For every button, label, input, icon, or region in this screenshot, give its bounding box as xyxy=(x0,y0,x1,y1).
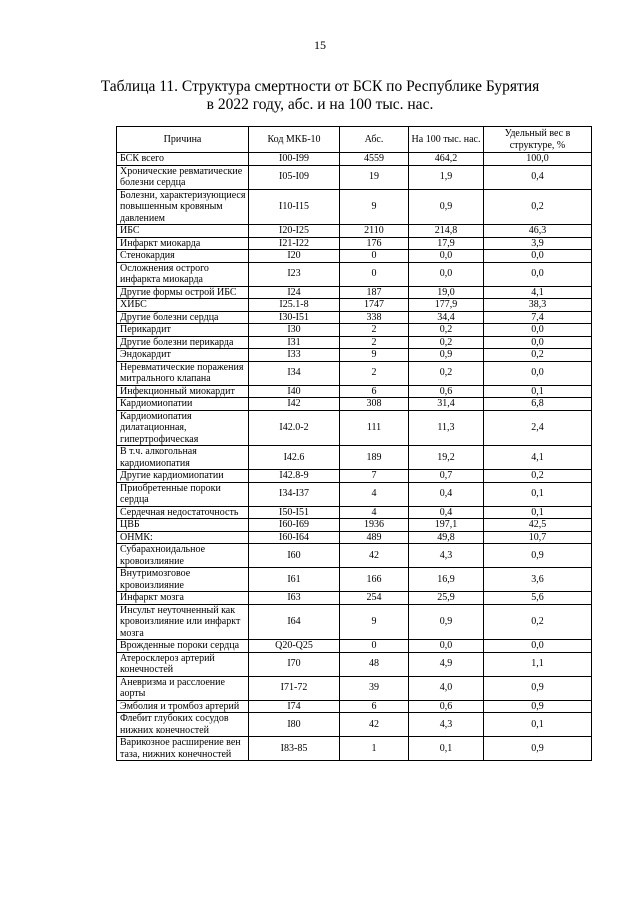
table-row xyxy=(117,324,592,337)
cell-cause: Хронические ревматические болезни сердца xyxy=(117,165,249,189)
cell-absolute: 489 xyxy=(340,531,409,544)
cell-absolute: 0 xyxy=(340,640,409,653)
table-row xyxy=(117,262,592,286)
cell-icd-code: I42 xyxy=(249,398,340,411)
table-row xyxy=(117,568,592,592)
cell-cause: Другие формы острой ИБС xyxy=(117,286,249,299)
cell-absolute: 2 xyxy=(340,336,409,349)
cell-absolute: 1936 xyxy=(340,519,409,532)
cell-absolute: 9 xyxy=(340,189,409,225)
table-row xyxy=(117,676,592,700)
cell-icd-code: I42.6 xyxy=(249,446,340,470)
cell-share-percent: 0,0 xyxy=(484,361,592,385)
cell-absolute: 9 xyxy=(340,349,409,362)
cell-absolute: 187 xyxy=(340,286,409,299)
cell-share-percent: 10,7 xyxy=(484,531,592,544)
cell-absolute: 2110 xyxy=(340,225,409,238)
cell-absolute: 9 xyxy=(340,604,409,640)
cell-absolute: 166 xyxy=(340,568,409,592)
table-row xyxy=(117,482,592,506)
cell-icd-code: I10-I15 xyxy=(249,189,340,225)
cell-per-100k: 16,9 xyxy=(409,568,484,592)
cell-per-100k: 0,0 xyxy=(409,640,484,653)
cell-icd-code: I20 xyxy=(249,250,340,263)
cell-cause: Инфаркт миокарда xyxy=(117,237,249,250)
cell-absolute: 1747 xyxy=(340,299,409,312)
cell-absolute: 308 xyxy=(340,398,409,411)
cell-per-100k: 11,3 xyxy=(409,410,484,446)
cell-cause: В т.ч. алкогольная кардиомиопатия xyxy=(117,446,249,470)
cell-cause: Инсульт неуточненный как кровоизлияние или инфаркт мозга xyxy=(117,604,249,640)
table-row xyxy=(117,311,592,324)
cell-share-percent: 0,1 xyxy=(484,385,592,398)
cell-absolute: 0 xyxy=(340,250,409,263)
cell-cause: ИБС xyxy=(117,225,249,238)
cell-per-100k: 4,0 xyxy=(409,676,484,700)
table-row xyxy=(117,361,592,385)
cell-absolute: 176 xyxy=(340,237,409,250)
cell-absolute: 19 xyxy=(340,165,409,189)
cell-per-100k: 0,1 xyxy=(409,737,484,761)
header-icd-code: Код МКБ-10 xyxy=(249,127,340,153)
table-row xyxy=(117,165,592,189)
cell-cause: Аневризма и расслоение аорты xyxy=(117,676,249,700)
cell-share-percent: 0,1 xyxy=(484,482,592,506)
cell-cause: Приобретенные пороки сердца xyxy=(117,482,249,506)
cell-cause: Эндокардит xyxy=(117,349,249,362)
cell-icd-code: I70 xyxy=(249,652,340,676)
cell-per-100k: 49,8 xyxy=(409,531,484,544)
cell-absolute: 7 xyxy=(340,470,409,483)
cell-share-percent: 0,9 xyxy=(484,737,592,761)
table-row xyxy=(117,225,592,238)
table-row xyxy=(117,713,592,737)
cell-cause: Инфаркт мозга xyxy=(117,592,249,605)
cell-per-100k: 1,9 xyxy=(409,165,484,189)
table-row xyxy=(117,153,592,166)
cell-share-percent: 0,0 xyxy=(484,262,592,286)
cell-per-100k: 0,9 xyxy=(409,604,484,640)
cell-share-percent: 4,1 xyxy=(484,286,592,299)
cell-cause: Другие болезни сердца xyxy=(117,311,249,324)
cell-icd-code: I63 xyxy=(249,592,340,605)
cell-icd-code: I00-I99 xyxy=(249,153,340,166)
cell-cause: БСК всего xyxy=(117,153,249,166)
cell-cause: Врожденные пороки сердца xyxy=(117,640,249,653)
cell-share-percent: 38,3 xyxy=(484,299,592,312)
cell-icd-code: I30 xyxy=(249,324,340,337)
cell-cause: Перикардит xyxy=(117,324,249,337)
cell-per-100k: 0,7 xyxy=(409,470,484,483)
cell-share-percent: 0,9 xyxy=(484,676,592,700)
cell-cause: Атеросклероз артерий конечностей xyxy=(117,652,249,676)
cell-per-100k: 4,3 xyxy=(409,713,484,737)
cell-icd-code: I42.0-2 xyxy=(249,410,340,446)
cell-icd-code: I24 xyxy=(249,286,340,299)
cell-per-100k: 19,2 xyxy=(409,446,484,470)
cell-absolute: 48 xyxy=(340,652,409,676)
cell-per-100k: 0,6 xyxy=(409,700,484,713)
table-row xyxy=(117,737,592,761)
cell-share-percent: 0,0 xyxy=(484,250,592,263)
table-row xyxy=(117,189,592,225)
cell-per-100k: 0,4 xyxy=(409,482,484,506)
cell-icd-code: I20-I25 xyxy=(249,225,340,238)
cell-share-percent: 5,6 xyxy=(484,592,592,605)
cell-icd-code: I25.1-8 xyxy=(249,299,340,312)
cell-icd-code: I23 xyxy=(249,262,340,286)
cell-cause: Осложнения острого инфаркта миокарда xyxy=(117,262,249,286)
cell-per-100k: 0,2 xyxy=(409,361,484,385)
table-row xyxy=(117,604,592,640)
table-header-row xyxy=(117,127,592,153)
table-row xyxy=(117,299,592,312)
table-row xyxy=(117,519,592,532)
cell-share-percent: 4,1 xyxy=(484,446,592,470)
table-row xyxy=(117,544,592,568)
cell-share-percent: 0,2 xyxy=(484,189,592,225)
cell-per-100k: 4,9 xyxy=(409,652,484,676)
cell-icd-code: Q20-Q25 xyxy=(249,640,340,653)
cell-cause: Болезни, характеризующиеся повышенным кровяным давлением xyxy=(117,189,249,225)
cell-icd-code: I80 xyxy=(249,713,340,737)
cell-per-100k: 0,9 xyxy=(409,349,484,362)
mortality-structure-table xyxy=(116,126,592,761)
cell-per-100k: 0,0 xyxy=(409,262,484,286)
table-row xyxy=(117,640,592,653)
cell-absolute: 4 xyxy=(340,506,409,519)
cell-per-100k: 0,2 xyxy=(409,324,484,337)
header-per-100k: На 100 тыс. нас. xyxy=(409,127,484,153)
table-row xyxy=(117,237,592,250)
cell-per-100k: 197,1 xyxy=(409,519,484,532)
cell-share-percent: 0,0 xyxy=(484,336,592,349)
cell-cause: Неревматические поражения митрального клапана xyxy=(117,361,249,385)
table-row xyxy=(117,410,592,446)
cell-per-100k: 31,4 xyxy=(409,398,484,411)
header-cause: Причина xyxy=(117,127,249,153)
cell-share-percent: 0,2 xyxy=(484,349,592,362)
cell-absolute: 111 xyxy=(340,410,409,446)
cell-icd-code: I74 xyxy=(249,700,340,713)
table-body xyxy=(117,153,592,761)
cell-share-percent: 0,1 xyxy=(484,713,592,737)
cell-icd-code: I30-I51 xyxy=(249,311,340,324)
cell-cause: Кардиомиопатия дилатационная, гипертрофическая xyxy=(117,410,249,446)
table-row xyxy=(117,250,592,263)
cell-icd-code: I05-I09 xyxy=(249,165,340,189)
cell-icd-code: I34-I37 xyxy=(249,482,340,506)
cell-icd-code: I60 xyxy=(249,544,340,568)
cell-icd-code: I40 xyxy=(249,385,340,398)
cell-absolute: 42 xyxy=(340,544,409,568)
cell-cause: ЦВБ xyxy=(117,519,249,532)
cell-per-100k: 0,9 xyxy=(409,189,484,225)
cell-absolute: 4 xyxy=(340,482,409,506)
cell-absolute: 2 xyxy=(340,324,409,337)
cell-share-percent: 0,0 xyxy=(484,324,592,337)
cell-absolute: 1 xyxy=(340,737,409,761)
cell-cause: Кардиомиопатии xyxy=(117,398,249,411)
cell-share-percent: 2,4 xyxy=(484,410,592,446)
cell-icd-code: I31 xyxy=(249,336,340,349)
cell-per-100k: 214,8 xyxy=(409,225,484,238)
cell-cause: Эмболия и тромбоз артерий xyxy=(117,700,249,713)
cell-per-100k: 177,9 xyxy=(409,299,484,312)
table-row xyxy=(117,336,592,349)
cell-icd-code: I60-I69 xyxy=(249,519,340,532)
cell-per-100k: 0,4 xyxy=(409,506,484,519)
cell-share-percent: 46,3 xyxy=(484,225,592,238)
cell-cause: Субарахноидальное кровоизлияние xyxy=(117,544,249,568)
cell-cause: Другие болезни перикарда xyxy=(117,336,249,349)
cell-per-100k: 25,9 xyxy=(409,592,484,605)
cell-icd-code: I50-I51 xyxy=(249,506,340,519)
table-row xyxy=(117,470,592,483)
cell-icd-code: I42.8-9 xyxy=(249,470,340,483)
cell-share-percent: 1,1 xyxy=(484,652,592,676)
table-row xyxy=(117,700,592,713)
cell-share-percent: 3,6 xyxy=(484,568,592,592)
cell-share-percent: 0,1 xyxy=(484,506,592,519)
cell-absolute: 338 xyxy=(340,311,409,324)
cell-per-100k: 0,2 xyxy=(409,336,484,349)
header-absolute: Абс. xyxy=(340,127,409,153)
cell-absolute: 6 xyxy=(340,385,409,398)
cell-icd-code: I60-I64 xyxy=(249,531,340,544)
table-row xyxy=(117,398,592,411)
cell-icd-code: I64 xyxy=(249,604,340,640)
cell-share-percent: 6,8 xyxy=(484,398,592,411)
table-row xyxy=(117,652,592,676)
cell-cause: Внутримозговое кровоизлияние xyxy=(117,568,249,592)
table-row xyxy=(117,592,592,605)
cell-per-100k: 0,6 xyxy=(409,385,484,398)
header-share-percent: Удельный вес в структуре, % xyxy=(484,127,592,153)
table-row xyxy=(117,506,592,519)
cell-cause: Стенокардия xyxy=(117,250,249,263)
cell-per-100k: 19,0 xyxy=(409,286,484,299)
cell-share-percent: 0,2 xyxy=(484,604,592,640)
cell-absolute: 42 xyxy=(340,713,409,737)
cell-share-percent: 0,9 xyxy=(484,700,592,713)
cell-per-100k: 0,0 xyxy=(409,250,484,263)
cell-share-percent: 0,2 xyxy=(484,470,592,483)
cell-per-100k: 4,3 xyxy=(409,544,484,568)
cell-absolute: 6 xyxy=(340,700,409,713)
cell-icd-code: I33 xyxy=(249,349,340,362)
cell-share-percent: 42,5 xyxy=(484,519,592,532)
cell-absolute: 254 xyxy=(340,592,409,605)
cell-cause: Сердечная недостаточность xyxy=(117,506,249,519)
table-row xyxy=(117,446,592,470)
cell-cause: Другие кардиомиопатии xyxy=(117,470,249,483)
cell-cause: Варикозное расширение вен таза, нижних конечностей xyxy=(117,737,249,761)
cell-cause: ХИБС xyxy=(117,299,249,312)
cell-icd-code: I61 xyxy=(249,568,340,592)
cell-absolute: 189 xyxy=(340,446,409,470)
cell-absolute: 4559 xyxy=(340,153,409,166)
table-row xyxy=(117,531,592,544)
cell-per-100k: 34,4 xyxy=(409,311,484,324)
table-row xyxy=(117,349,592,362)
cell-share-percent: 0,0 xyxy=(484,640,592,653)
table-row xyxy=(117,385,592,398)
cell-icd-code: I34 xyxy=(249,361,340,385)
table-title-line-2: в 2022 году, абс. и на 100 тыс. нас. xyxy=(206,96,434,113)
cell-share-percent: 0,9 xyxy=(484,544,592,568)
table-title-line-1: Таблица 11. Структура смертности от БСК по Республике Бурятия xyxy=(100,78,540,95)
cell-share-percent: 0,4 xyxy=(484,165,592,189)
table-row xyxy=(117,286,592,299)
cell-per-100k: 17,9 xyxy=(409,237,484,250)
cell-share-percent: 3,9 xyxy=(484,237,592,250)
cell-cause: Флебит глубоких сосудов нижних конечностей xyxy=(117,713,249,737)
cell-per-100k: 464,2 xyxy=(409,153,484,166)
cell-icd-code: I71-72 xyxy=(249,676,340,700)
cell-absolute: 39 xyxy=(340,676,409,700)
cell-absolute: 2 xyxy=(340,361,409,385)
page-number: 15 xyxy=(314,38,326,52)
cell-share-percent: 100,0 xyxy=(484,153,592,166)
cell-cause: Инфекционный миокардит xyxy=(117,385,249,398)
cell-icd-code: I83-85 xyxy=(249,737,340,761)
cell-icd-code: I21-I22 xyxy=(249,237,340,250)
cell-share-percent: 7,4 xyxy=(484,311,592,324)
cell-cause: ОНМК: xyxy=(117,531,249,544)
cell-absolute: 0 xyxy=(340,262,409,286)
table-title xyxy=(0,78,640,114)
